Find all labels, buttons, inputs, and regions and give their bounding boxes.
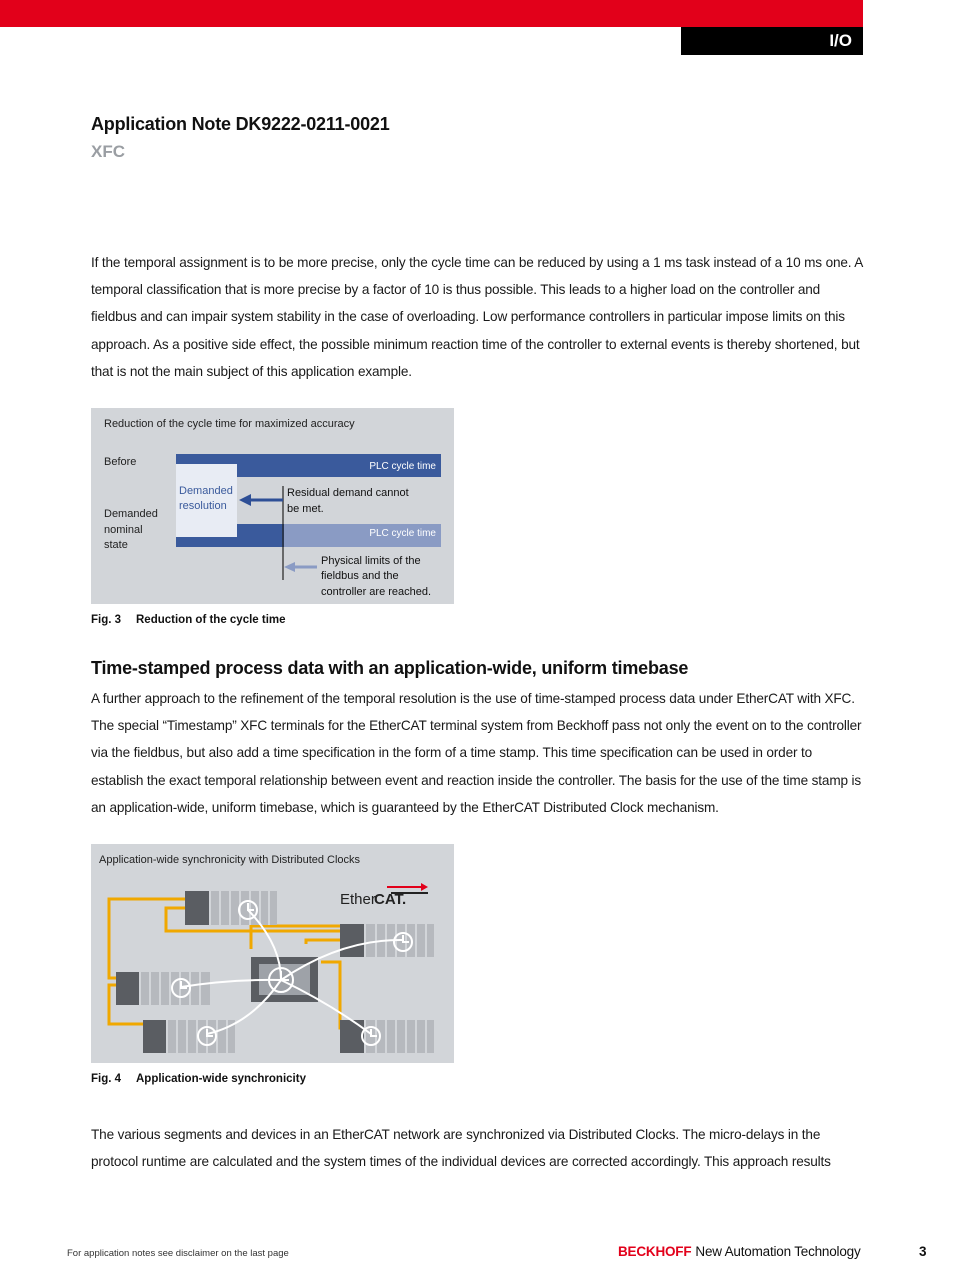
figure-4-caption-number: Fig. 4 (91, 1073, 122, 1085)
figure-3 (91, 408, 454, 604)
physical-arrow-head (284, 562, 295, 572)
label-demanded-1: Demanded (104, 508, 158, 520)
terminal-block-4 (143, 1020, 235, 1053)
footer-tagline: New Automation Technology (695, 1244, 861, 1259)
ethercat-logo-cat: CAT. (374, 891, 407, 908)
demanded-resolution-1: Demanded (179, 485, 233, 497)
bar-bottom-label: PLC cycle time (369, 528, 436, 539)
residual-text-2: be met. (287, 503, 324, 515)
bar-top-label: PLC cycle time (369, 461, 436, 472)
beckhoff-logo: BECKHOFF (618, 1244, 692, 1259)
label-demanded-2: nominal (104, 524, 143, 536)
terminal-block-5 (340, 1020, 434, 1053)
figure-3-caption-text: Reduction of the cycle time (136, 614, 286, 626)
header-red-bar (0, 0, 863, 27)
figure-4-caption (91, 1073, 306, 1085)
label-demanded-3: state (104, 539, 128, 551)
paragraph-3: The various segments and devices in an EtherCAT network are synchronized via Distributed Clocks. The micro-delays in the protocol runtime are calculated and the system times of the individual devices are corrected accordingly. This approach results (91, 1127, 831, 1170)
figure-4-caption-text: Application-wide synchronicity (136, 1073, 306, 1085)
physical-text-1: Physical limits of the (321, 555, 421, 567)
section-label: I/O (681, 27, 863, 55)
footer-disclaimer: For application notes see disclaimer on the last page (67, 1248, 289, 1259)
terminal-block-1 (185, 891, 277, 925)
section-heading: Time-stamped process data with an application-wide, uniform timebase (91, 658, 689, 678)
physical-text-3: controller are reached. (321, 586, 432, 598)
figure-4 (91, 844, 454, 1063)
figure-4-title: Application-wide synchronicity with Distributed Clocks (99, 854, 361, 866)
paragraph-1: If the temporal assignment is to be more precise, only the cycle time can be reduced by using a 1 ms task instead of a 10 ms one. A temporal classification that is more precise by a factor of 10 is thus possible. This leads to a higher load on the controller and fieldbus and can impair system stability in the case of overloading. Low performance controllers in particular impose limits on this approach. As a positive side effect, the possible minimum reaction time of the controller to external events is thereby shortened, but that is not the main subject of this application example. (91, 255, 863, 379)
physical-text-2: fieldbus and the (321, 570, 399, 582)
paragraph-2: A further approach to the refinement of the temporal resolution is the use of time-stamped process data under EtherCAT with XFC. The special “Timestamp” XFC terminals for the EtherCAT terminal system from Beckhoff pass not only the event on to the controller via the fieldbus, but also add a time specification in the form of a time stamp. This time specification can be used in order to establish the exact temporal relationship between event and reaction inside the controller. The basis for the use of the time stamp is an application-wide, uniform timebase, which is guaranteed by the EtherCAT Distributed Clock mechanism. (91, 691, 862, 815)
page-number: 3 (919, 1244, 927, 1259)
residual-text-1: Residual demand cannot (287, 487, 409, 499)
document-title: Application Note DK9222-0211-0021 (91, 114, 390, 134)
figure-3-caption-number: Fig. 3 (91, 614, 122, 626)
demanded-resolution-2: resolution (179, 500, 227, 512)
figure-3-title: Reduction of the cycle time for maximized accuracy (104, 418, 355, 430)
figure-3-caption (91, 614, 286, 626)
figure-3-diagram (91, 408, 454, 604)
residual-arrow-head (239, 494, 251, 506)
footer-brand (618, 1244, 861, 1259)
ethercat-logo-ether: Ether (340, 891, 376, 908)
document-subtitle: XFC (91, 142, 125, 161)
terminal-block-3 (116, 972, 210, 1005)
label-before: Before (104, 456, 137, 468)
figure-4-diagram (91, 844, 454, 1063)
